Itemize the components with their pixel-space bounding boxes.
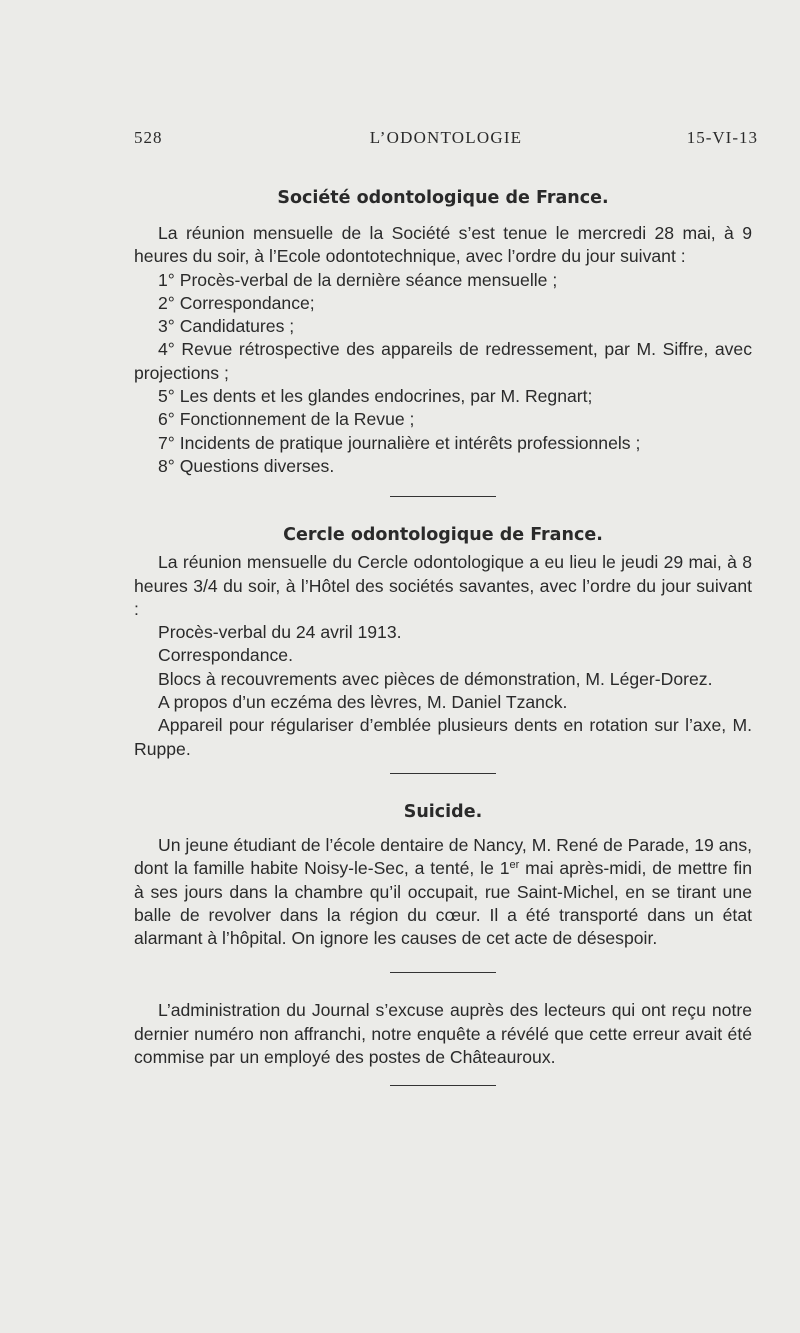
agenda-item: Correspondance. xyxy=(158,645,293,666)
article-body xyxy=(134,186,752,1086)
agenda-item: 6° Fonctionnement de la Revue ; xyxy=(158,409,415,430)
agenda-item: Blocs à recouvrements avec pièces de démonstration, M. Léger-Dorez. xyxy=(158,668,713,689)
section-title-suicide: Suicide. xyxy=(403,801,483,822)
agenda-item: 5° Les dents et les glandes endocrines, par M. Regnart; xyxy=(158,386,593,407)
agenda-item: 1° Procès-verbal de la dernière séance mensuelle ; xyxy=(158,269,558,290)
suicide-text-2: mai après-midi, de mettre fin à ses jours dans la chambre qu’il occupait, rue Saint-Michel, en se tirant une balle de revolver dans la région du cœur. Il a été transporté dans un état alarmant à l’hôpital. On ignore les causes de cet acte de désespoir. xyxy=(134,858,752,949)
agenda-item: Procès-verbal du 24 avril 1913. xyxy=(158,622,402,643)
section-intro-cercle: La réunion mensuelle du Cercle odontologique a eu lieu le jeudi 29 mai, à 8 heures 3/4 du soir, à l’Hôtel des sociétés savantes, avec l’ordre du jour suivant : xyxy=(134,552,752,619)
administration-notice: L’administration du Journal s’excuse auprès des lecteurs qui ont reçu notre dernier numéro non affranchi, notre enquête a révélé que cette erreur avait été commise par un employé des postes de Châteauroux. xyxy=(134,1000,752,1068)
agenda-item: 8° Questions diverses. xyxy=(158,455,335,476)
section-title-societe: Société odontologique de France. xyxy=(277,188,609,208)
superscript-er: er xyxy=(509,859,520,872)
page-number: 528 xyxy=(134,128,163,147)
section-title-cercle: Cercle odontologique de France. xyxy=(283,525,603,546)
agenda-item: 7° Incidents de pratique journalière et intérêts professionnels ; xyxy=(158,432,641,453)
journal-title: L’ODONTOLOGIE xyxy=(369,128,523,147)
agenda-item: 3° Candidatures ; xyxy=(158,316,295,337)
agenda-item: Appareil pour régulariser d’emblée plusieurs dents en rotation sur l’axe, M. Ruppe. xyxy=(134,715,752,759)
section-divider xyxy=(390,1085,496,1086)
running-header xyxy=(134,128,758,152)
issue-date: 15-VI-13 xyxy=(686,128,758,147)
agenda-item: A propos d’un eczéma des lèvres, M. Daniel Tzanck. xyxy=(158,692,568,713)
suicide-paragraph xyxy=(134,834,752,950)
agenda-item: 4° Revue rétrospective des appareils de redressement, par M. Siffre, avec projections ; xyxy=(134,339,752,383)
section-intro-societe: La réunion mensuelle de la Société s’est tenue le mercredi 28 mai, à 9 heures du soir, à l’Ecole odontotechnique, avec l’ordre du jour suivant : xyxy=(134,223,752,267)
suicide-text-1: Un jeune étudiant de l’école dentaire de Nancy, M. René de Parade, 19 ans, dont la famille habite Noisy-le-Sec, a tenté, le 1 xyxy=(134,834,752,879)
agenda-item: 2° Correspondance; xyxy=(158,292,315,313)
